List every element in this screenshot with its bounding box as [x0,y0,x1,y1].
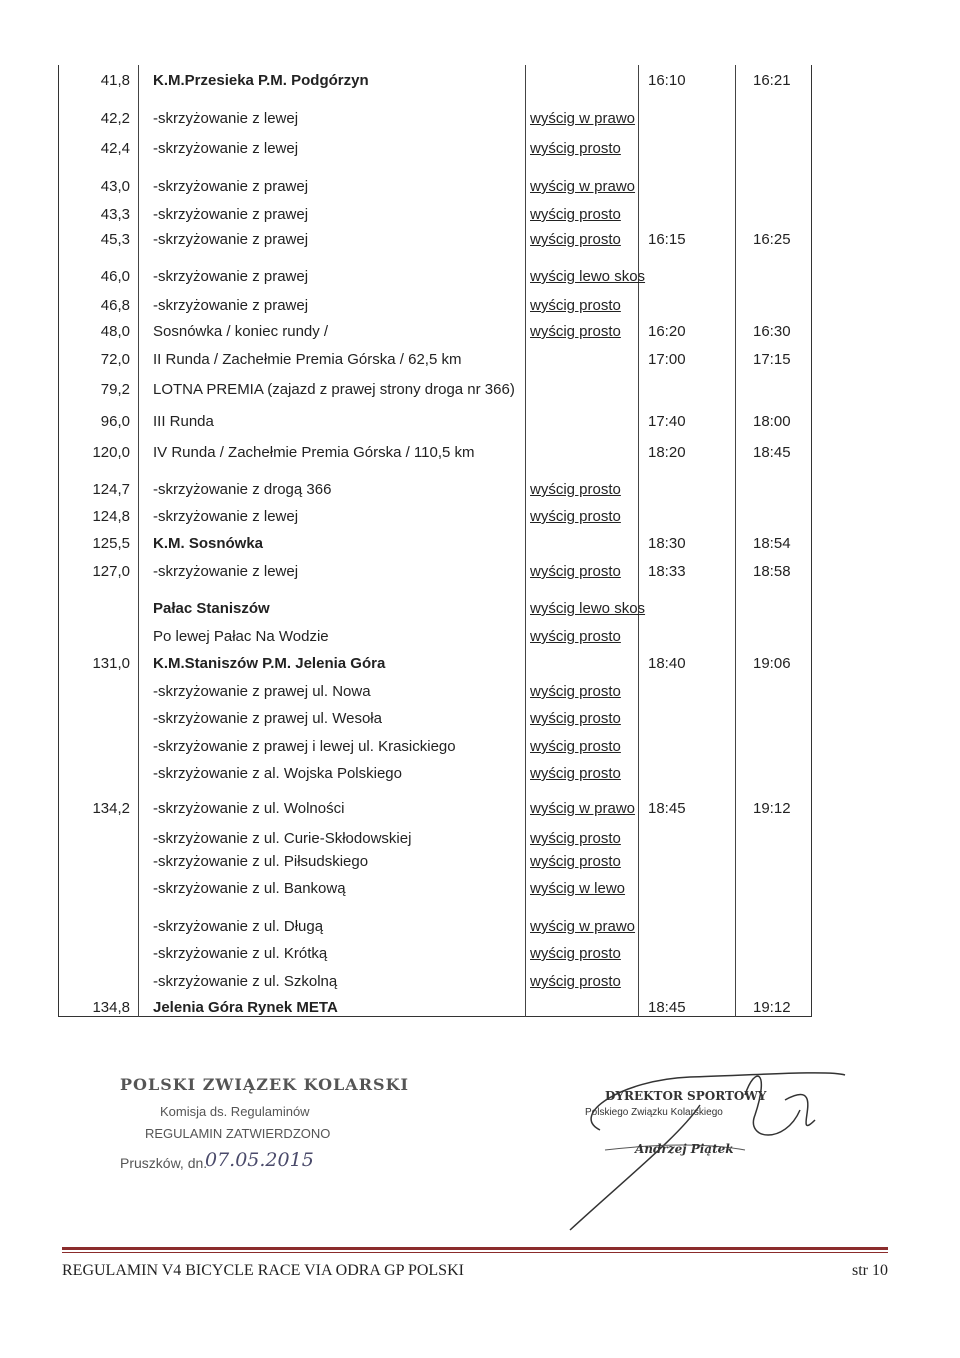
table-row [58,72,812,92]
table-row [58,563,812,583]
direction-cell: wyścig prosto [530,765,621,782]
km-cell: 134,2 [92,800,130,817]
table-row [58,444,812,464]
direction-cell: wyścig prosto [530,563,621,580]
direction-cell: wyścig prosto [530,973,621,990]
time-fast-cell: 17:40 [648,413,686,430]
direction-cell: wyścig lewo skos [530,600,646,617]
description-cell: -skrzyżowanie z prawej [153,178,309,195]
time-slow-cell: 18:58 [753,563,791,580]
time-fast-cell: 16:20 [648,323,686,340]
km-cell: 131,0 [92,655,130,672]
description-cell: Sosnówka / koniec rundy / [153,323,329,340]
table-row [58,683,812,703]
direction-cell: wyścig w prawo [530,800,636,817]
footer-rule-thick [62,1247,888,1250]
description-cell: -skrzyżowanie z prawej [153,231,309,248]
direction-cell: wyścig prosto [530,628,621,645]
km-cell: 125,5 [92,535,130,552]
km-cell: 45,3 [100,231,130,248]
time-fast-cell: 18:40 [648,655,686,672]
direction-cell: wyścig w prawo [530,918,636,935]
km-cell: 46,0 [100,268,130,285]
km-cell: 48,0 [100,323,130,340]
time-fast-cell: 18:30 [648,535,686,552]
km-cell: 120,0 [92,444,130,461]
table-row [58,880,812,900]
km-cell: 79,2 [100,381,130,398]
description-cell: -skrzyżowanie z lewej [153,508,299,525]
description-cell: K.M.Staniszów P.M. Jelenia Góra [153,655,386,672]
table-row [58,323,812,343]
direction-cell: wyścig prosto [530,710,621,727]
time-fast-cell: 16:10 [648,72,686,89]
time-slow-cell: 18:45 [753,444,791,461]
stamp-line-1: POLSKI ZWIĄZEK KOLARSKI [120,1075,409,1094]
description-cell: -skrzyżowanie z prawej [153,297,309,314]
description-cell: III Runda [153,413,214,430]
stamp-line-4: Pruszków, dn. [120,1155,208,1171]
table-row [58,268,812,288]
description-cell: -skrzyżowanie z prawej ul. Wesoła [153,710,382,727]
table-row [58,481,812,501]
time-fast-cell: 17:00 [648,351,686,368]
time-fast-cell: 18:45 [648,800,686,817]
description-cell: IV Runda / Zachełmie Premia Górska / 110,5 km [153,444,475,461]
description-cell: -skrzyżowanie z ul. Szkolną [153,973,338,990]
direction-cell: wyścig w prawo [530,178,636,195]
km-cell: 72,0 [100,351,130,368]
stamp-date: 07.05.2015 [205,1149,314,1171]
direction-cell: wyścig prosto [530,853,621,870]
table-row [58,628,812,648]
table-row [58,413,812,433]
stamp-line-2: Komisja ds. Regulaminów [160,1104,310,1119]
footer-rule-thin [62,1252,888,1253]
direction-cell: wyścig prosto [530,830,621,847]
time-slow-cell: 16:25 [753,231,791,248]
table-row [58,945,812,965]
time-fast-cell: 16:15 [648,231,686,248]
signature-stamp [540,1055,860,1235]
km-cell: 134,8 [92,999,130,1016]
table-row [58,600,812,620]
km-cell: 127,0 [92,563,130,580]
time-slow-cell: 18:54 [753,535,791,552]
table-row [58,110,812,130]
signature-stamp-line-1: DYREKTOR SPORTOWY [605,1089,767,1103]
time-slow-cell: 19:12 [753,999,791,1016]
description-cell: -skrzyżowanie z ul. Bankową [153,880,346,897]
time-slow-cell: 17:15 [753,351,791,368]
description-cell: -skrzyżowanie z prawej [153,206,309,223]
km-cell: 124,8 [92,508,130,525]
direction-cell: wyścig prosto [530,140,621,157]
direction-cell: wyścig w prawo [530,110,636,127]
table-row [58,738,812,758]
km-cell: 43,0 [100,178,130,195]
description-cell: -skrzyżowanie z ul. Piłsudskiego [153,853,369,870]
table-row [58,297,812,317]
table-row [58,206,812,226]
signature-stamp-line-2: Polskiego Związku Kolarskiego [585,1107,723,1118]
km-cell: 42,2 [100,110,130,127]
direction-cell: wyścig lewo skos [530,268,646,285]
description-cell: -skrzyżowanie z prawej [153,268,309,285]
description-cell: -skrzyżowanie z ul. Długą [153,918,324,935]
table-row [58,231,812,251]
page-number: str 10 [852,1262,888,1279]
description-cell: K.M.Przesieka P.M. Podgórzyn [153,72,369,89]
description-cell: -skrzyżowanie z prawej ul. Nowa [153,683,371,700]
table-row [58,765,812,785]
description-cell: -skrzyżowanie z ul. Krótką [153,945,328,962]
table-row [58,178,812,198]
direction-cell: wyścig prosto [530,945,621,962]
description-cell: -skrzyżowanie z drogą 366 [153,481,332,498]
signature-stroke [570,1105,700,1230]
direction-cell: wyścig prosto [530,508,621,525]
signature-stroke [745,1076,800,1135]
table-row [58,999,812,1019]
direction-cell: wyścig prosto [530,481,621,498]
description-cell: Jelenia Góra Rynek META [153,999,338,1016]
km-cell: 124,7 [92,481,130,498]
time-fast-cell: 18:20 [648,444,686,461]
direction-cell: wyścig prosto [530,683,621,700]
km-cell: 43,3 [100,206,130,223]
table-row [58,655,812,675]
time-slow-cell: 16:30 [753,323,791,340]
description-cell: -skrzyżowanie z lewej [153,563,299,580]
time-fast-cell: 18:33 [648,563,686,580]
table-row [58,830,812,850]
description-cell: K.M. Sosnówka [153,535,264,552]
time-slow-cell: 19:06 [753,655,791,672]
km-cell: 41,8 [100,72,130,89]
table-row [58,853,812,873]
table-row [58,973,812,993]
stamp-line-3: REGULAMIN ZATWIERDZONO [145,1126,331,1141]
table-row [58,535,812,555]
description-cell: -skrzyżowanie z prawej i lewej ul. Krasickiego [153,738,456,755]
table-row [58,508,812,528]
table-row [58,351,812,371]
description-cell: Po lewej Pałac Na Wodzie [153,628,329,645]
direction-cell: wyścig prosto [530,297,621,314]
direction-cell: wyścig prosto [530,231,621,248]
direction-cell: wyścig prosto [530,206,621,223]
footer-title: REGULAMIN V4 BICYCLE RACE VIA ODRA GP POLSKI [62,1262,464,1279]
time-slow-cell: 16:21 [753,72,791,89]
page-footer [62,1258,888,1286]
description-cell: II Runda / Zachełmie Premia Górska / 62,5 km [153,351,462,368]
description-cell: Pałac Staniszów [153,600,270,617]
table-row [58,710,812,730]
time-slow-cell: 18:00 [753,413,791,430]
table-row [58,918,812,938]
time-fast-cell: 18:45 [648,999,686,1016]
km-cell: 96,0 [100,413,130,430]
time-slow-cell: 19:12 [753,800,791,817]
description-cell: -skrzyżowanie z ul. Curie-Skłodowskiej [153,830,412,847]
direction-cell: wyścig prosto [530,323,621,340]
table-row [58,140,812,160]
km-cell: 46,8 [100,297,130,314]
description-cell: -skrzyżowanie z lewej [153,140,299,157]
direction-cell: wyścig prosto [530,738,621,755]
km-cell: 42,4 [100,140,130,157]
signature-stamp-name: Andrzej Piątek [635,1142,734,1156]
description-cell: -skrzyżowanie z al. Wojska Polskiego [153,765,402,782]
table-row [58,381,812,401]
description-cell: -skrzyżowanie z ul. Wolności [153,800,345,817]
description-cell: LOTNA PREMIA (zajazd z prawej strony droga nr 366) [153,381,515,398]
description-cell: -skrzyżowanie z lewej [153,110,299,127]
table-row [58,800,812,820]
direction-cell: wyścig w lewo [530,880,626,897]
